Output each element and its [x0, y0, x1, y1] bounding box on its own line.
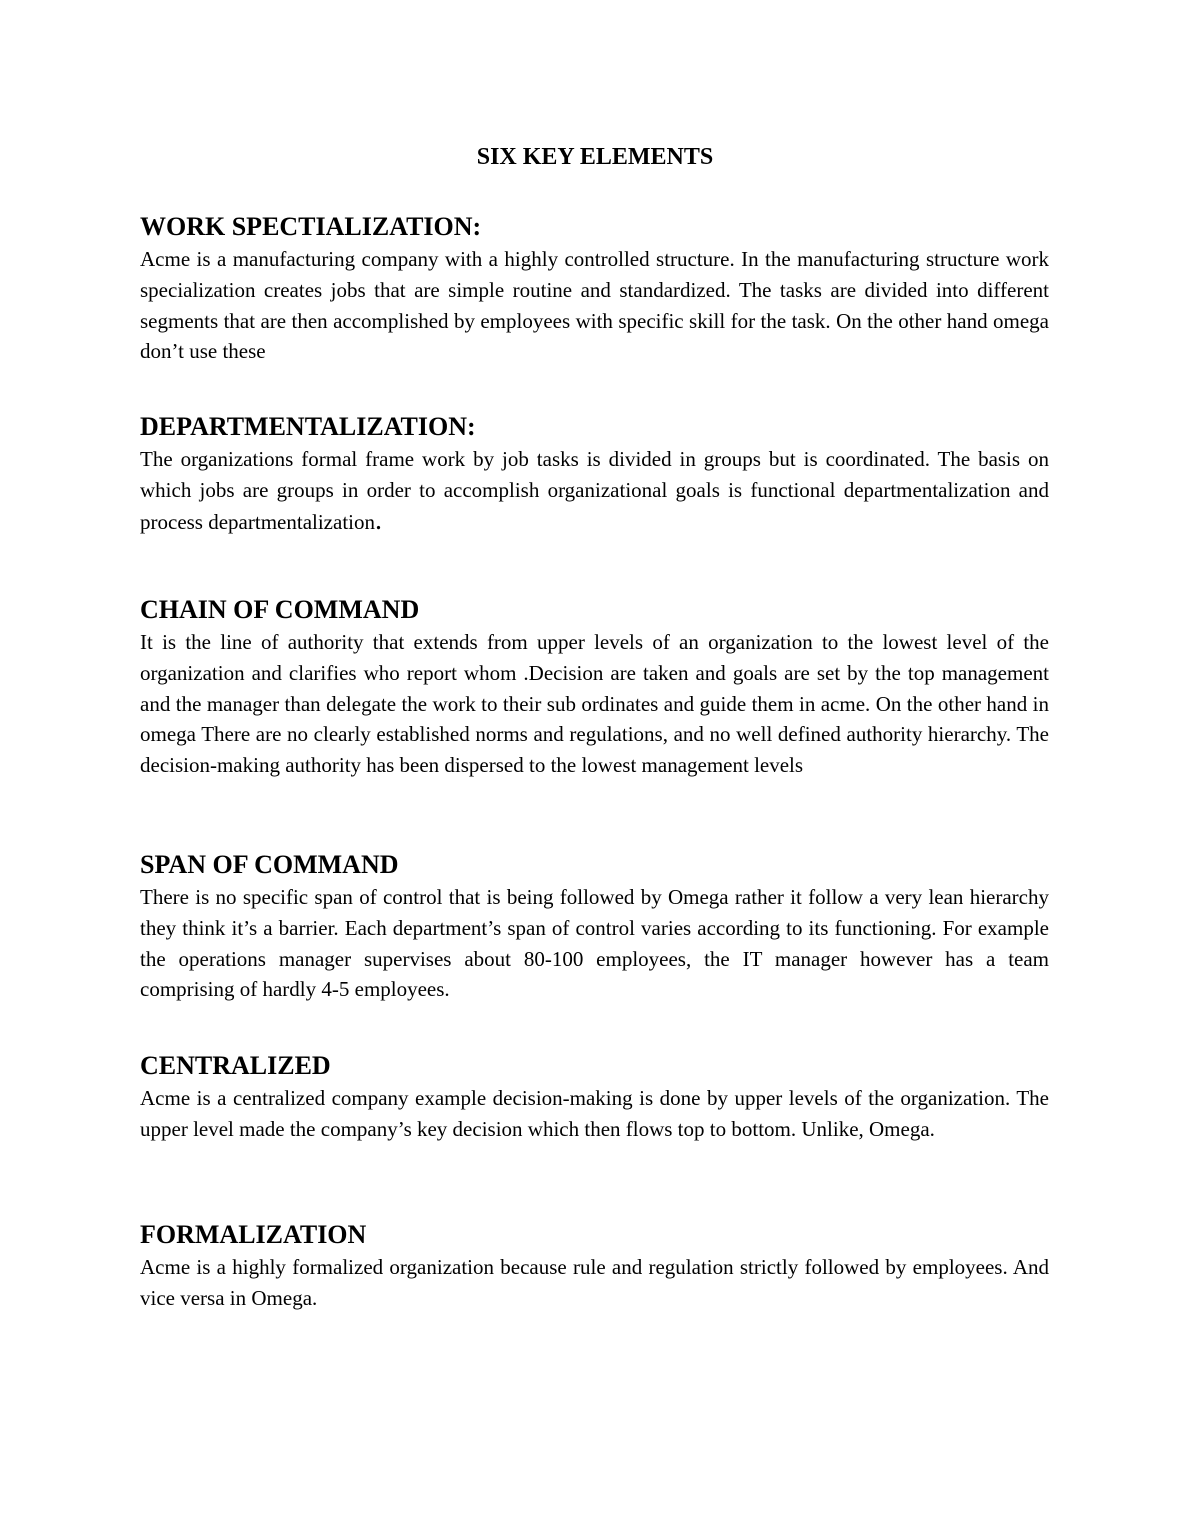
section-body-wrapper — [140, 444, 1049, 537]
section-heading: DEPARTMENTALIZATION: — [140, 412, 476, 441]
section-heading: CENTRALIZED — [140, 1051, 331, 1080]
section-body: The organizations formal frame work by job tasks is divided in groups but is coordinated. The basis on which jobs are groups in order to accomplish organizational goals is functional departmentalization and process departmentalization — [140, 447, 1049, 534]
section-chain-of-command — [140, 593, 1049, 781]
section-body: There is no specific span of control that is being followed by Omega rather it follow a very lean hierarchy they think it’s a barrier. Each department’s span of control varies according to its functioning. For example the operations manager supervises about 80-100 employees, the IT manager however has a team comprising of hardly 4-5 employees. — [140, 885, 1049, 1002]
section-heading: FORMALIZATION — [140, 1220, 367, 1249]
section-formalization — [140, 1218, 1049, 1314]
section-centralized — [140, 1049, 1049, 1145]
section-body: Acme is a manufacturing company with a highly controlled structure. In the manufacturing structure work specialization creates jobs that are simple routine and standardized. The tasks are divided into different segments that are then accomplished by employees with specific skill for the task. On the other hand omega don’t use these — [140, 247, 1049, 364]
section-heading: WORK SPECTIALIZATION: — [140, 212, 482, 241]
section-heading: SPAN OF COMMAND — [140, 850, 399, 879]
section-body-end: . — [375, 504, 382, 536]
section-body: Acme is a centralized company example decision-making is done by upper levels of the organization. The upper level made the company’s key decision which then flows top to bottom. Unlike, Omega. — [140, 1086, 1049, 1141]
section-body: It is the line of authority that extends from upper levels of an organization to the lowest level of the organization and clarifies who report whom .Decision are taken and goals are set by the top management and the manager than delegate the work to their sub ordinates and guide them in acme. On the other hand in omega There are no clearly established norms and regulations, and no well defined authority hierarchy. The decision-making authority has been dispersed to the lowest management levels — [140, 630, 1049, 778]
section-departmentalization — [140, 410, 1049, 537]
section-work-specialization — [140, 210, 1049, 367]
section-body: Acme is a highly formalized organization because rule and regulation strictly followed by employees. And vice versa in Omega. — [140, 1255, 1049, 1310]
page-title: SIX KEY ELEMENTS — [476, 144, 714, 170]
section-heading: CHAIN OF COMMAND — [140, 595, 420, 624]
section-span-of-command — [140, 848, 1049, 1005]
